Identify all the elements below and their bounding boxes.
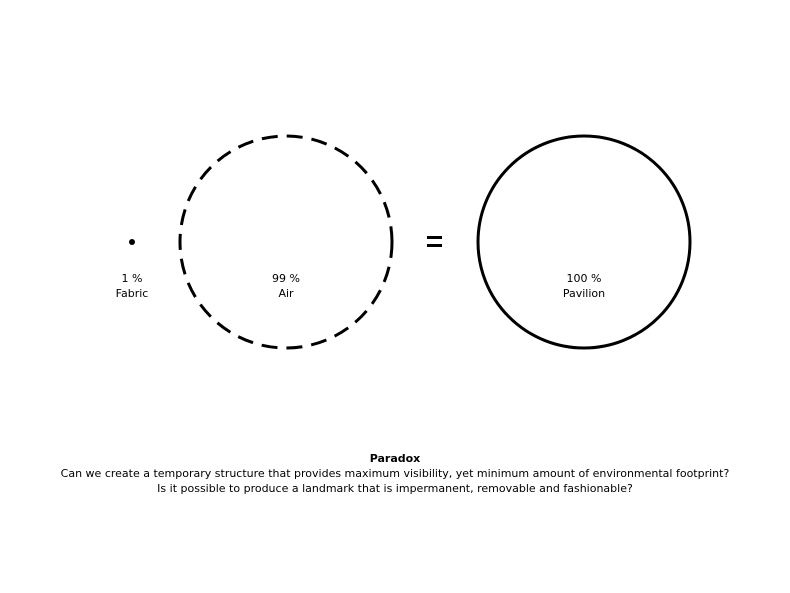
- air-dashed-circle: [180, 136, 392, 348]
- caption-line-2: Is it possible to produce a landmark that is impermanent, removable and fashionable?: [157, 482, 633, 495]
- caption-line-1: Can we create a temporary structure that provides maximum visibility, yet minimum amount of environmental footprint?: [60, 467, 730, 480]
- fabric-dot: [129, 239, 135, 245]
- pavilion-circle: [478, 136, 690, 348]
- fabric-label: [72, 271, 192, 301]
- caption-title: Paradox: [369, 452, 421, 465]
- pavilion-label: [524, 271, 644, 301]
- caption: [0, 451, 790, 496]
- equals-sign: [427, 236, 442, 247]
- air-percent: 99 %: [272, 272, 300, 285]
- pavilion-name: Pavilion: [562, 287, 606, 300]
- air-label: [226, 271, 346, 301]
- fabric-percent: 1 %: [121, 272, 143, 285]
- pavilion-percent: 100 %: [566, 272, 602, 285]
- fabric-name: Fabric: [115, 287, 149, 300]
- air-name: Air: [278, 287, 294, 300]
